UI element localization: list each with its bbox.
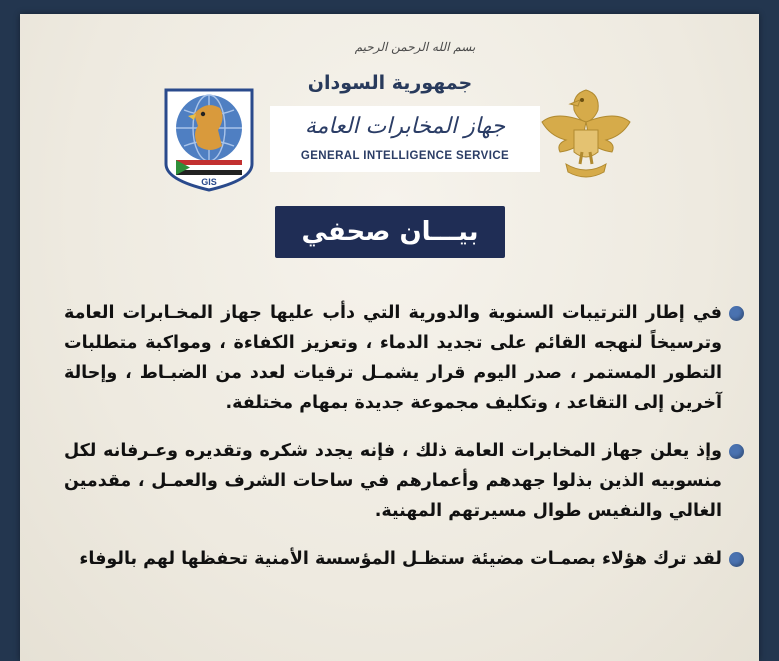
agency-name-arabic: جهاز المخابرات العامة bbox=[304, 114, 506, 139]
bullet-icon bbox=[729, 444, 744, 459]
agency-name-english: GENERAL INTELLIGENCE SERVICE bbox=[300, 150, 510, 162]
paragraph-text: وإذ يعلن جهاز المخابرات العامة ذلك ، فإنه يجدد شكره وتقديره وعـرفانه لكل منسوبيه الذين بذلوا جهدهم وأعمارهم في ساحات الشرف والعمـل ، مقدمين الغالي والنفيس طوال مسيرتهم المهنية. bbox=[64, 441, 722, 521]
paragraph bbox=[64, 436, 744, 526]
press-release-title-box bbox=[275, 206, 505, 258]
page-title: بيـــان صحفي bbox=[301, 217, 479, 247]
gis-logo-label: GIS bbox=[201, 177, 217, 187]
paragraph-text: لقد ترك هؤلاء بصمـات مضيئة ستظـل المؤسسة الأمنية تحفظها لهم بالوفاء bbox=[79, 549, 722, 569]
paragraph bbox=[64, 298, 744, 418]
statement-body bbox=[64, 298, 744, 592]
agency-banner bbox=[270, 106, 540, 172]
paragraph-text: في إطار الترتيبات السنوية والدورية التي دأب عليها جهاز المخـابرات العامة وترسيخاً لنهجه القائم على تجديد الدماء ، وتعزيز الكفاءة ، ومواكبة متطلبات التطور المستمر ، صدر اليوم قرار يشمـل ترقيات لعدد من الضبـاط ، وإحالة آخرين إلى التقاعد ، وتكليف مجموعة جديدة بمهام مختلفة. bbox=[64, 303, 722, 413]
bullet-icon bbox=[729, 552, 744, 567]
basmala: بسم الله الرحمن الرحيم bbox=[354, 40, 476, 54]
country-name: جمهورية السودان bbox=[307, 72, 473, 94]
press-release-sheet bbox=[20, 14, 759, 661]
bullet-icon bbox=[729, 306, 744, 321]
paragraph bbox=[64, 544, 744, 574]
sudan-emblem-icon bbox=[530, 80, 642, 192]
gis-logo-icon bbox=[154, 84, 264, 194]
